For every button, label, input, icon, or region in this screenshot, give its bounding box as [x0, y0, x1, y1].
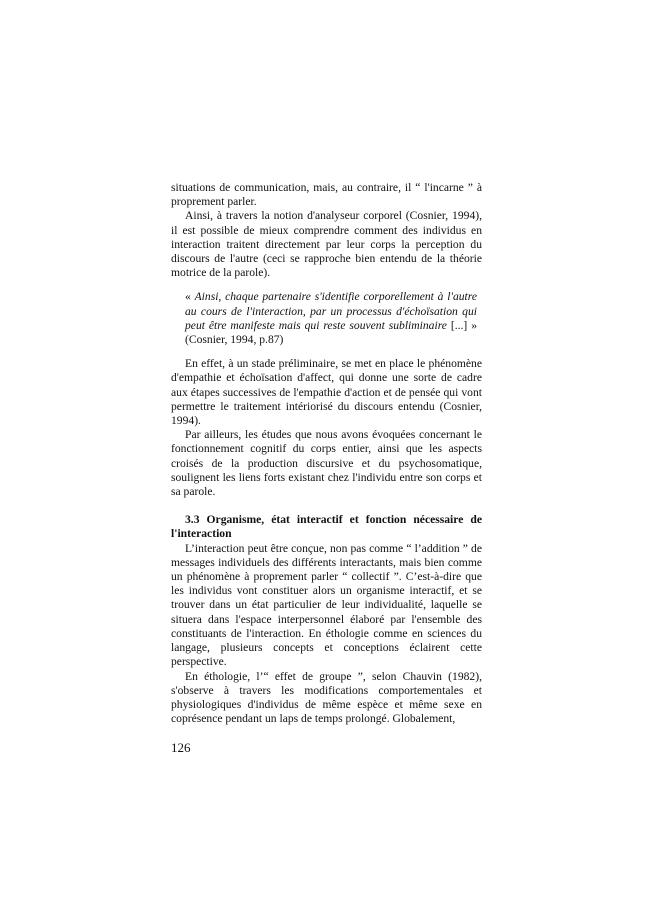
block-quote	[185, 290, 477, 347]
quote-open: «	[185, 290, 195, 304]
paragraph-1: situations de communication, mais, au contraire, il “ l'incarne ” à proprement parler.	[171, 181, 482, 209]
quote-citation: [...] » (Cosnier, 1994, p.87)	[185, 318, 477, 347]
section-heading: 3.3 Organisme, état interactif et fonction nécessaire de l'interaction	[171, 513, 482, 541]
paragraph-6: En éthologie, l’“ effet de groupe ”, selon Chauvin (1982), s'observe à travers les modifications comportementales et physiologiques d'individus de même espèce et même sexe en coprésence pendant un laps de temps prolongé. Globalement,	[171, 669, 482, 726]
page-number: 126	[171, 740, 191, 755]
paragraph-2: Ainsi, à travers la notion d'analyseur corporel (Cosnier, 1994), il est possible de mieux comprendre comment des individus en interaction traitent directement par leur corps la perception du discours de l'autre (ceci se rapproche bien entendu de la théorie motrice de la parole).	[171, 209, 482, 280]
quote-italic-text: Ainsi, chaque partenaire s'identifie corporellement à l'autre au cours de l'interaction, par un processus d'échoïsation qui peut être manifeste mais qui reste souvent subliminaire	[185, 290, 477, 332]
paragraph-5: L’interaction peut être conçue, non pas comme “ l’addition ” de messages individuels des différents interactants, mais bien comme un phénomène à proprement parler “ collectif ”. C’est-à-dire que les individus vont constituer alors un organisme interactif, et se trouver dans un état particulier de leur individualité, laquelle se situera dans l'espace interpersonnel élaboré par l'ensemble des constituants de l'interaction. En éthologie comme en sciences du langage, plusieurs concepts et conceptions éclairent cette perspective.	[171, 541, 482, 669]
body-text	[171, 181, 482, 726]
paragraph-4: Par ailleurs, les études que nous avons évoquées concernant le fonctionnement cognitif du corps entier, ainsi que les aspects croisés de la production discursive et du psychosomatique, soulignent les liens forts existant chez l'individu entre son corps et sa parole.	[171, 428, 482, 499]
paragraph-3: En effet, à un stade préliminaire, se met en place le phénomène d'empathie et échoïsation d'affect, qui donne une sorte de cadre aux étapes successives de l'empathie d'action et de pensée qui vont permettre le traitement intériorisé du discours entendu (Cosnier, 1994).	[171, 357, 482, 428]
